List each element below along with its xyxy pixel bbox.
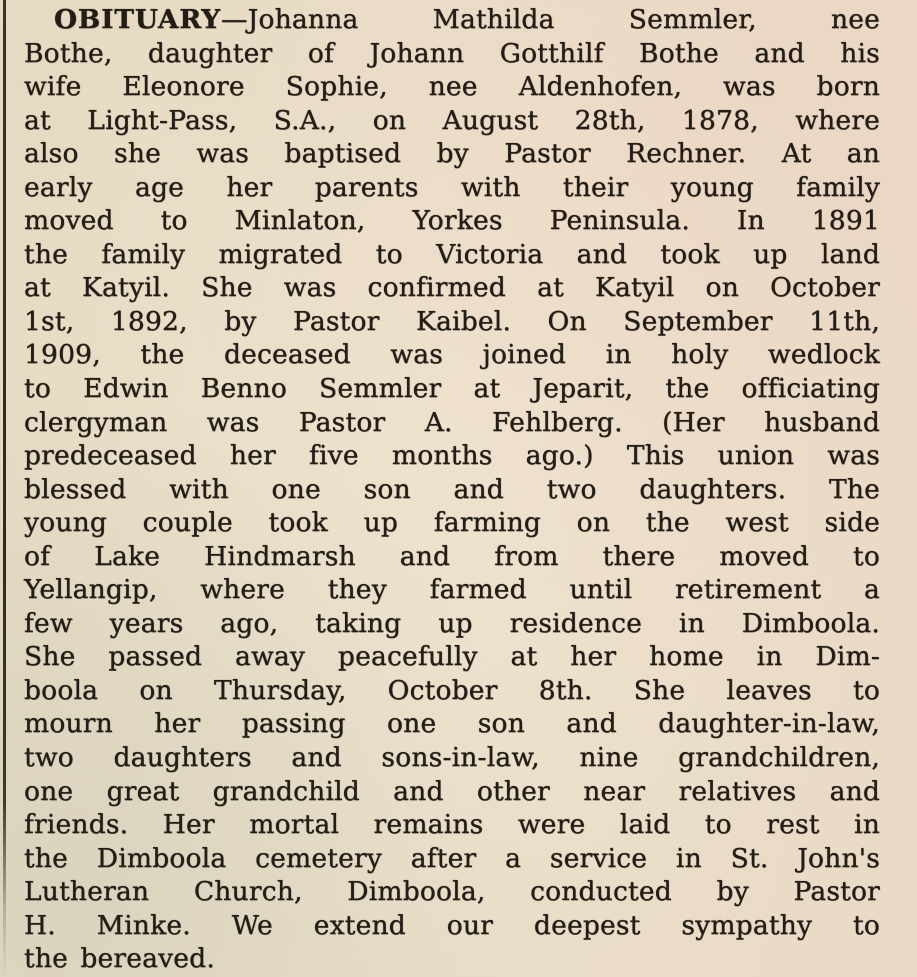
obituary-line: at Light-Pass, S.A., on August 28th, 1878, where	[24, 104, 880, 136]
obituary-line: the family migrated to Victoria and took up land	[24, 238, 880, 270]
obituary-line: at Katyil. She was confirmed at Katyil on October	[24, 272, 880, 304]
obituary-line: to Edwin Benno Semmler at Jeparit, the officiating	[24, 373, 880, 405]
obituary-line: 1909, the deceased was joined in holy wedlock	[24, 339, 880, 371]
obituary-line: friends. Her mortal remains were laid to rest in	[24, 809, 880, 841]
obituary-line: blessed with one son and two daughters. The	[24, 473, 880, 505]
obituary-line: early age her parents with their young family	[24, 171, 880, 203]
obituary-line: boola on Thursday, October 8th. She leaves to	[24, 674, 880, 706]
obituary-body	[24, 37, 880, 976]
obituary-line: one great grandchild and other near relatives and	[24, 775, 880, 807]
obituary-line: H. Minke. We extend our deepest sympathy to	[24, 909, 880, 941]
obituary-line: 1st, 1892, by Pastor Kaibel. On September 11th,	[24, 305, 880, 337]
obituary-line: two daughters and sons-in-law, nine grandchildren,	[24, 742, 880, 774]
obituary-line: also she was baptised by Pastor Rechner. At an	[24, 138, 880, 170]
obituary-line: few years ago, taking up residence in Dimboola.	[24, 607, 880, 639]
obituary-lead-word: OBITUARY	[54, 4, 221, 35]
obituary-line: of Lake Hindmarsh and from there moved to	[24, 540, 880, 572]
obituary-line: She passed away peacefully at her home in Dim-	[24, 641, 880, 673]
obituary-line: Yellangip, where they farmed until retirement a	[24, 574, 880, 606]
obituary-line: the Dimboola cemetery after a service in St. John's	[24, 842, 880, 874]
obituary-line: the bereaved.	[24, 943, 215, 975]
obituary-line: predeceased her five months ago.) This union was	[24, 440, 880, 472]
obituary-line: young couple took up farming on the west side	[24, 507, 880, 539]
obituary-line: mourn her passing one son and daughter-in-law,	[24, 708, 880, 740]
obituary-line: clergyman was Pastor A. Fehlberg. (Her husband	[24, 406, 880, 438]
obituary-line: Bothe, daughter of Johann Gotthilf Bothe and his	[24, 37, 880, 69]
obituary-line: wife Eleonore Sophie, nee Aldenhofen, was born	[24, 71, 880, 103]
obituary-line: Lutheran Church, Dimboola, conducted by Pastor	[24, 876, 880, 908]
obituary-first-line-text: —Johanna Mathilda Semmler, nee	[220, 4, 880, 35]
column-rule	[3, 0, 6, 977]
obituary-line: moved to Minlaton, Yorkes Peninsula. In 1891	[24, 205, 880, 237]
obituary-line-first	[24, 3, 880, 37]
obituary-column	[24, 3, 880, 976]
